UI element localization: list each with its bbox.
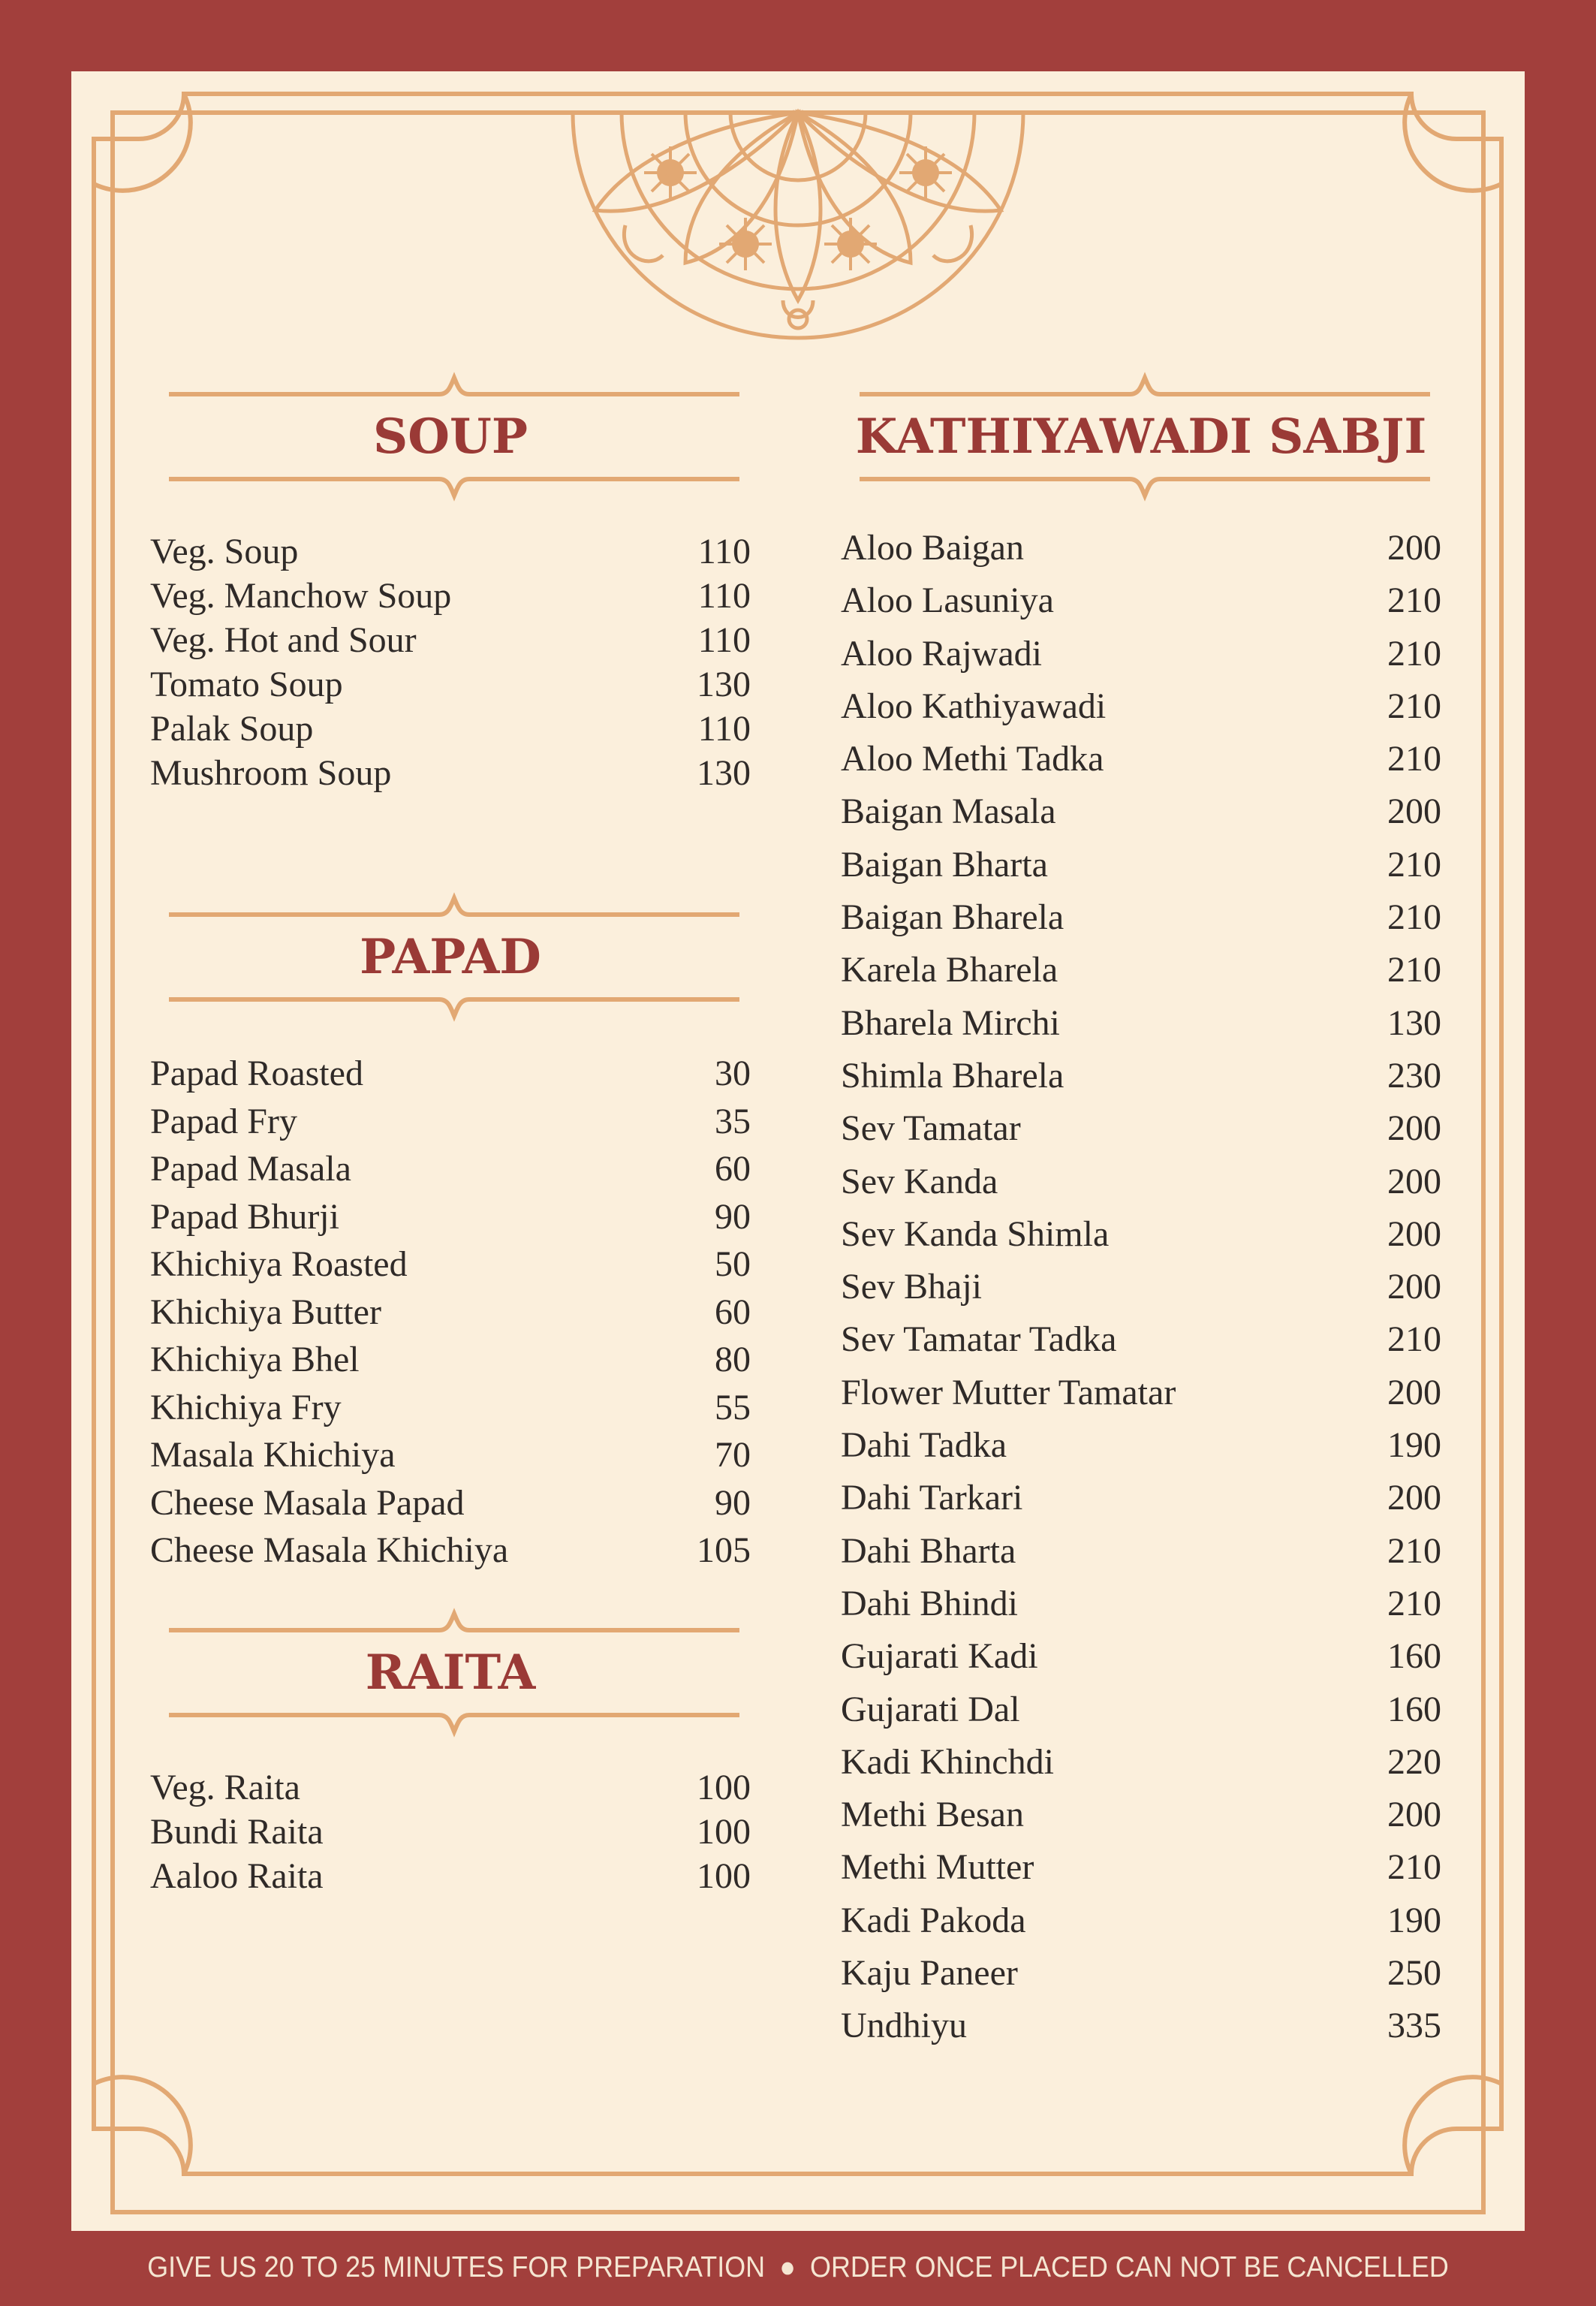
item-price: 210 bbox=[1387, 950, 1441, 990]
menu-item bbox=[150, 574, 751, 618]
item-price: 210 bbox=[1387, 1319, 1441, 1360]
menu-item bbox=[841, 997, 1441, 1050]
item-price: 200 bbox=[1387, 1161, 1441, 1201]
item-name: Karela Bharela bbox=[841, 950, 1058, 990]
item-price: 200 bbox=[1387, 1795, 1441, 1835]
item-name: Veg. Raita bbox=[150, 1768, 300, 1807]
menu-item bbox=[841, 1947, 1441, 2000]
section-title-papad: PAPAD bbox=[360, 929, 541, 985]
menu-item bbox=[841, 680, 1441, 733]
menu-item bbox=[841, 733, 1441, 785]
menu-item bbox=[150, 662, 751, 707]
section-title-raita: RAITA bbox=[365, 1644, 536, 1701]
item-price: 210 bbox=[1387, 633, 1441, 674]
menu-item bbox=[841, 574, 1441, 627]
ornament-rule-top bbox=[169, 892, 739, 922]
menu-item bbox=[841, 1578, 1441, 1630]
item-name: Khichiya Bhel bbox=[150, 1340, 360, 1379]
item-price: 210 bbox=[1387, 686, 1441, 726]
menu-item bbox=[841, 944, 1441, 996]
ornament-rule-bottom bbox=[169, 1709, 739, 1739]
item-name: Shimla Bharela bbox=[841, 1055, 1065, 1096]
item-price: 200 bbox=[1387, 1213, 1441, 1254]
menu-item bbox=[841, 522, 1441, 574]
item-price: 80 bbox=[715, 1340, 751, 1379]
item-price: 160 bbox=[1387, 1689, 1441, 1729]
item-name: Dahi Bhindi bbox=[841, 1583, 1018, 1623]
item-price: 100 bbox=[697, 1768, 751, 1807]
item-name: Tomato Soup bbox=[150, 665, 343, 704]
item-name: Kadi Pakoda bbox=[841, 1900, 1026, 1940]
item-name: Bundi Raita bbox=[150, 1812, 324, 1852]
kathiyawadi-section bbox=[841, 372, 1441, 2053]
menu-item bbox=[841, 891, 1441, 944]
item-price: 105 bbox=[697, 1530, 751, 1570]
item-price: 35 bbox=[715, 1101, 751, 1141]
menu-item bbox=[841, 1261, 1441, 1313]
menu-item bbox=[841, 785, 1441, 838]
menu-item bbox=[841, 1736, 1441, 1789]
item-price: 110 bbox=[697, 576, 751, 616]
item-price: 100 bbox=[697, 1856, 751, 1896]
menu-item bbox=[841, 628, 1441, 680]
kathiyawadi-items bbox=[841, 522, 1441, 2053]
item-price: 220 bbox=[1387, 1741, 1441, 1782]
item-name: Dahi Tadka bbox=[841, 1425, 1007, 1466]
ornament-rule-top bbox=[169, 372, 739, 402]
menu-item bbox=[841, 839, 1441, 891]
item-name: Aloo Rajwadi bbox=[841, 633, 1042, 674]
menu-item bbox=[150, 1098, 751, 1146]
item-name: Papad Roasted bbox=[150, 1054, 363, 1093]
item-name: Khichiya Butter bbox=[150, 1292, 381, 1332]
item-price: 130 bbox=[697, 665, 751, 704]
footer-cancellation-note: ORDER ONCE PLACED CAN NOT BE CANCELLED bbox=[810, 2251, 1449, 2283]
footer-preparation-note: GIVE US 20 TO 25 MINUTES FOR PREPARATION bbox=[147, 2251, 766, 2283]
menu-item bbox=[150, 1145, 751, 1193]
menu-item bbox=[841, 1684, 1441, 1736]
menu-item bbox=[841, 1208, 1441, 1261]
item-name: Sev Tamatar bbox=[841, 1108, 1021, 1149]
kathiyawadi-heading-block bbox=[841, 372, 1441, 503]
menu-item bbox=[150, 1765, 751, 1810]
item-price: 200 bbox=[1387, 1478, 1441, 1518]
item-name: Baigan Masala bbox=[841, 791, 1056, 832]
item-price: 335 bbox=[1387, 2006, 1441, 2046]
ornament-rule-bottom bbox=[169, 473, 739, 503]
item-price: 200 bbox=[1387, 791, 1441, 832]
section-title-soup: SOUP bbox=[373, 408, 528, 465]
item-price: 210 bbox=[1387, 1847, 1441, 1888]
item-name: Gujarati Kadi bbox=[841, 1636, 1038, 1677]
item-name: Cheese Masala Khichiya bbox=[150, 1530, 509, 1570]
item-name: Khichiya Roasted bbox=[150, 1244, 408, 1284]
item-price: 60 bbox=[715, 1292, 751, 1332]
item-price: 200 bbox=[1387, 528, 1441, 568]
item-price: 70 bbox=[715, 1435, 751, 1475]
ornament-rule-top bbox=[169, 1608, 739, 1638]
item-name: Methi Mutter bbox=[841, 1847, 1034, 1888]
item-price: 90 bbox=[715, 1482, 751, 1523]
item-price: 55 bbox=[715, 1387, 751, 1427]
item-name: Palak Soup bbox=[150, 709, 314, 749]
menu-item bbox=[150, 1479, 751, 1527]
item-name: Bharela Mirchi bbox=[841, 1002, 1060, 1043]
item-price: 190 bbox=[1387, 1425, 1441, 1466]
menu-item bbox=[150, 1240, 751, 1289]
item-price: 110 bbox=[697, 709, 751, 749]
menu-item bbox=[841, 1472, 1441, 1524]
menu-item bbox=[841, 1525, 1441, 1578]
item-name: Khichiya Fry bbox=[150, 1387, 342, 1427]
item-price: 110 bbox=[697, 620, 751, 660]
bullet-separator-icon: ● bbox=[779, 2251, 796, 2283]
menu-item bbox=[150, 1193, 751, 1241]
soup-items bbox=[150, 529, 751, 795]
menu-item bbox=[841, 2000, 1441, 2052]
item-price: 200 bbox=[1387, 1372, 1441, 1412]
ornament-rule-bottom bbox=[169, 993, 739, 1023]
soup-heading-block bbox=[150, 372, 751, 503]
menu-item bbox=[841, 1419, 1441, 1472]
item-name: Sev Bhaji bbox=[841, 1267, 982, 1307]
menu-item bbox=[150, 529, 751, 574]
item-price: 110 bbox=[697, 532, 751, 571]
item-name: Papad Bhurji bbox=[150, 1196, 339, 1237]
menu-item bbox=[841, 1789, 1441, 1841]
raita-section bbox=[150, 1608, 751, 1898]
menu-item bbox=[841, 1630, 1441, 1683]
menu-item bbox=[841, 1313, 1441, 1366]
item-name: Aloo Baigan bbox=[841, 528, 1024, 568]
item-price: 210 bbox=[1387, 580, 1441, 621]
item-price: 200 bbox=[1387, 1108, 1441, 1149]
menu-item bbox=[150, 1810, 751, 1854]
item-price: 130 bbox=[697, 753, 751, 793]
item-name: Aloo Lasuniya bbox=[841, 580, 1054, 621]
menu-item bbox=[841, 1102, 1441, 1155]
item-price: 190 bbox=[1387, 1900, 1441, 1940]
menu-item bbox=[150, 1050, 751, 1098]
item-name: Kadi Khinchdi bbox=[841, 1741, 1054, 1782]
papad-items bbox=[150, 1050, 751, 1575]
item-name: Papad Masala bbox=[150, 1149, 351, 1189]
item-name: Papad Fry bbox=[150, 1101, 297, 1141]
menu-item bbox=[150, 1854, 751, 1898]
item-name: Kaju Paneer bbox=[841, 1953, 1018, 1994]
menu-item bbox=[841, 1156, 1441, 1208]
item-price: 210 bbox=[1387, 739, 1441, 779]
item-price: 50 bbox=[715, 1244, 751, 1284]
menu-item bbox=[150, 1336, 751, 1384]
item-price: 160 bbox=[1387, 1636, 1441, 1677]
item-name: Aloo Methi Tadka bbox=[841, 739, 1104, 779]
footer-notice bbox=[64, 2245, 1532, 2290]
raita-items bbox=[150, 1765, 751, 1898]
item-name: Sev Kanda Shimla bbox=[841, 1213, 1110, 1254]
item-price: 60 bbox=[715, 1149, 751, 1189]
menu-item bbox=[150, 618, 751, 662]
item-name: Sev Kanda bbox=[841, 1161, 998, 1201]
item-name: Mushroom Soup bbox=[150, 753, 392, 793]
menu-item bbox=[150, 1527, 751, 1575]
item-price: 30 bbox=[715, 1054, 751, 1093]
section-title-kathiyawadi-sabji: KATHIYAWADI SABJI bbox=[855, 408, 1427, 465]
item-price: 230 bbox=[1387, 1055, 1441, 1096]
papad-section bbox=[150, 892, 751, 1575]
item-name: Veg. Manchow Soup bbox=[150, 576, 452, 616]
item-price: 210 bbox=[1387, 844, 1441, 885]
papad-heading-block bbox=[150, 892, 751, 1023]
item-price: 130 bbox=[1387, 1002, 1441, 1043]
raita-heading-block bbox=[150, 1608, 751, 1739]
ornament-rule-bottom bbox=[860, 473, 1430, 503]
item-price: 200 bbox=[1387, 1267, 1441, 1307]
item-name: Gujarati Dal bbox=[841, 1689, 1020, 1729]
menu-item bbox=[841, 1841, 1441, 1894]
item-name: Baigan Bharta bbox=[841, 844, 1048, 885]
menu-item bbox=[150, 751, 751, 795]
item-name: Undhiyu bbox=[841, 2006, 967, 2046]
item-price: 210 bbox=[1387, 1583, 1441, 1623]
item-price: 210 bbox=[1387, 897, 1441, 938]
item-name: Methi Besan bbox=[841, 1795, 1024, 1835]
ornament-rule-top bbox=[860, 372, 1430, 402]
item-name: Flower Mutter Tamatar bbox=[841, 1372, 1176, 1412]
menu-item bbox=[150, 1289, 751, 1337]
item-name: Sev Tamatar Tadka bbox=[841, 1319, 1117, 1360]
item-price: 100 bbox=[697, 1812, 751, 1852]
menu-item bbox=[150, 707, 751, 751]
item-name: Aaloo Raita bbox=[150, 1856, 324, 1896]
item-name: Veg. Soup bbox=[150, 532, 299, 571]
menu-item bbox=[841, 1050, 1441, 1102]
item-price: 210 bbox=[1387, 1530, 1441, 1571]
menu-item bbox=[150, 1384, 751, 1432]
item-name: Cheese Masala Papad bbox=[150, 1482, 465, 1523]
menu-item bbox=[841, 1895, 1441, 1947]
item-name: Aloo Kathiyawadi bbox=[841, 686, 1107, 726]
item-name: Dahi Bharta bbox=[841, 1530, 1016, 1571]
item-name: Veg. Hot and Sour bbox=[150, 620, 417, 660]
menu-item bbox=[841, 1367, 1441, 1419]
item-name: Dahi Tarkari bbox=[841, 1478, 1023, 1518]
item-price: 90 bbox=[715, 1196, 751, 1237]
menu-item bbox=[150, 1431, 751, 1479]
item-name: Baigan Bharela bbox=[841, 897, 1065, 938]
soup-section bbox=[150, 372, 751, 795]
item-name: Masala Khichiya bbox=[150, 1435, 396, 1475]
item-price: 250 bbox=[1387, 1953, 1441, 1994]
